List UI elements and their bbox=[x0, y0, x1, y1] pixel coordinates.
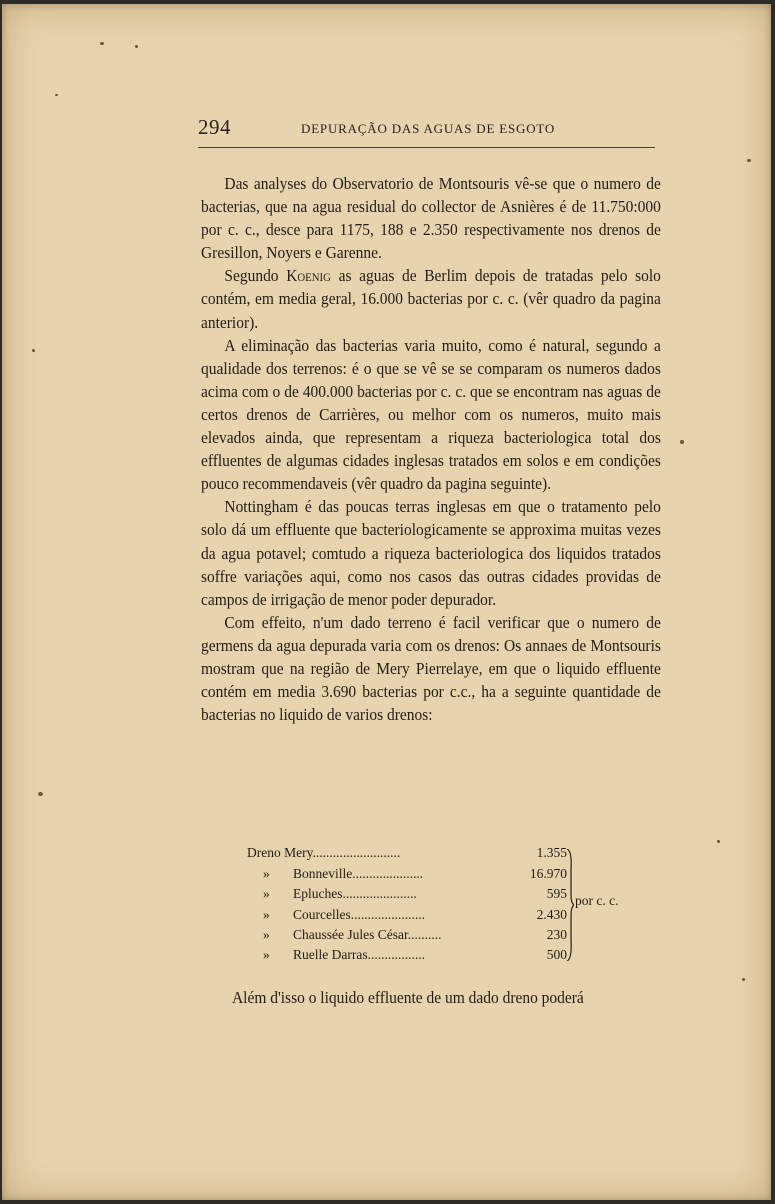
ditto-mark: » bbox=[263, 947, 270, 962]
paragraph-2 bbox=[201, 264, 661, 333]
paragraph-3: A eliminação das bacterias varia muito, como é natural, segundo a qualidade dos terrenos: é o que se vê se se comparam os numeros dados acima com o de 400.000 bacterias por c. c. que se encontram nas aguas de certos drenos de Carrières, ou melhor com os numeros, muito mais elevados ainda, que representam a riqueza bacteriologica total dos effluentes de algumas cidades inglesas tratados em solos e em condições pouco recommendaveis (vêr quadro da pagina seguinte). bbox=[201, 335, 661, 494]
continuation-line: Além d'isso o liquido effluente de um dado dreno poderá bbox=[232, 988, 584, 1007]
running-title: DEPURAÇÃO DAS AGUAS DE ESGOTO bbox=[301, 121, 556, 136]
drain-value: 2.430 bbox=[536, 907, 567, 922]
table-row bbox=[247, 947, 567, 967]
drain-value: 595 bbox=[546, 886, 567, 901]
header-rule bbox=[198, 147, 655, 148]
author-name: Koenig bbox=[286, 266, 331, 286]
drain-name: Ruelle Darras................. bbox=[293, 947, 425, 962]
ditto-mark: » bbox=[263, 927, 270, 942]
drain-name: Courcelles...................... bbox=[293, 907, 425, 922]
table-row bbox=[247, 907, 567, 927]
page-header bbox=[198, 115, 655, 145]
paragraph-2-prefix: Segundo bbox=[224, 266, 279, 286]
ditto-mark: » bbox=[263, 866, 270, 881]
table-row bbox=[247, 866, 567, 886]
drain-value: 1.355 bbox=[536, 845, 567, 860]
body-text bbox=[201, 172, 661, 726]
drain-name: Chaussée Jules César.......... bbox=[293, 927, 442, 942]
paragraph-4: Nottingham é das poucas terras inglesas em que o tratamento pelo solo dá um effluente que bacteriologicamente se approxima muitas vezes da agua potavel; comtudo a riqueza bacteriologica dos liquidos tratados soffre variações aqui, como nos casos das outras cidades providas de campos de irrigação de menor poder depurador. bbox=[201, 497, 661, 609]
drain-value: 230 bbox=[546, 927, 567, 942]
drain-name: Dreno Mery.......................... bbox=[247, 845, 401, 860]
drain-value: 500 bbox=[546, 947, 567, 962]
unit-label: por c. c. bbox=[575, 893, 619, 908]
ditto-mark: » bbox=[263, 907, 270, 922]
paragraph-1: Das analyses do Observatorio de Montsouris vê-se que o numero de bacterias, que na agua residual do collector de Asnières é de 11.750:000 por c. c., desce para 1175, 188 e 2.350 respectivamente nos drenos de Gresillon, Noyers e Garenne. bbox=[201, 174, 661, 263]
curly-brace bbox=[566, 849, 574, 961]
page-number: 294 bbox=[198, 115, 231, 139]
table-row bbox=[247, 845, 567, 865]
paragraph-2-text: as aguas de Berlim depois de tratadas pelo solo contém, em media geral, 16.000 bacterias por c. c. (vêr quadro da pagina anterior). bbox=[201, 266, 661, 332]
drain-value: 16.970 bbox=[529, 866, 567, 881]
drain-name: Epluches...................... bbox=[293, 886, 417, 901]
ditto-mark: » bbox=[263, 886, 270, 901]
drain-name: Bonneville..................... bbox=[293, 866, 424, 881]
table-row bbox=[247, 886, 567, 906]
drain-bacteria-table bbox=[247, 845, 627, 965]
table-row bbox=[247, 927, 567, 947]
paragraph-5: Com effeito, n'um dado terreno é facil verificar que o numero de germens da agua depurada varia com os drenos: Os annaes de Montsouris mostram que na região de Mery Pierrelaye, em que o liquido effluente contém em media 3.690 bacterias por c.c., ha a seguinte quantidade de bacterias no liquido de varios drenos: bbox=[201, 612, 661, 725]
